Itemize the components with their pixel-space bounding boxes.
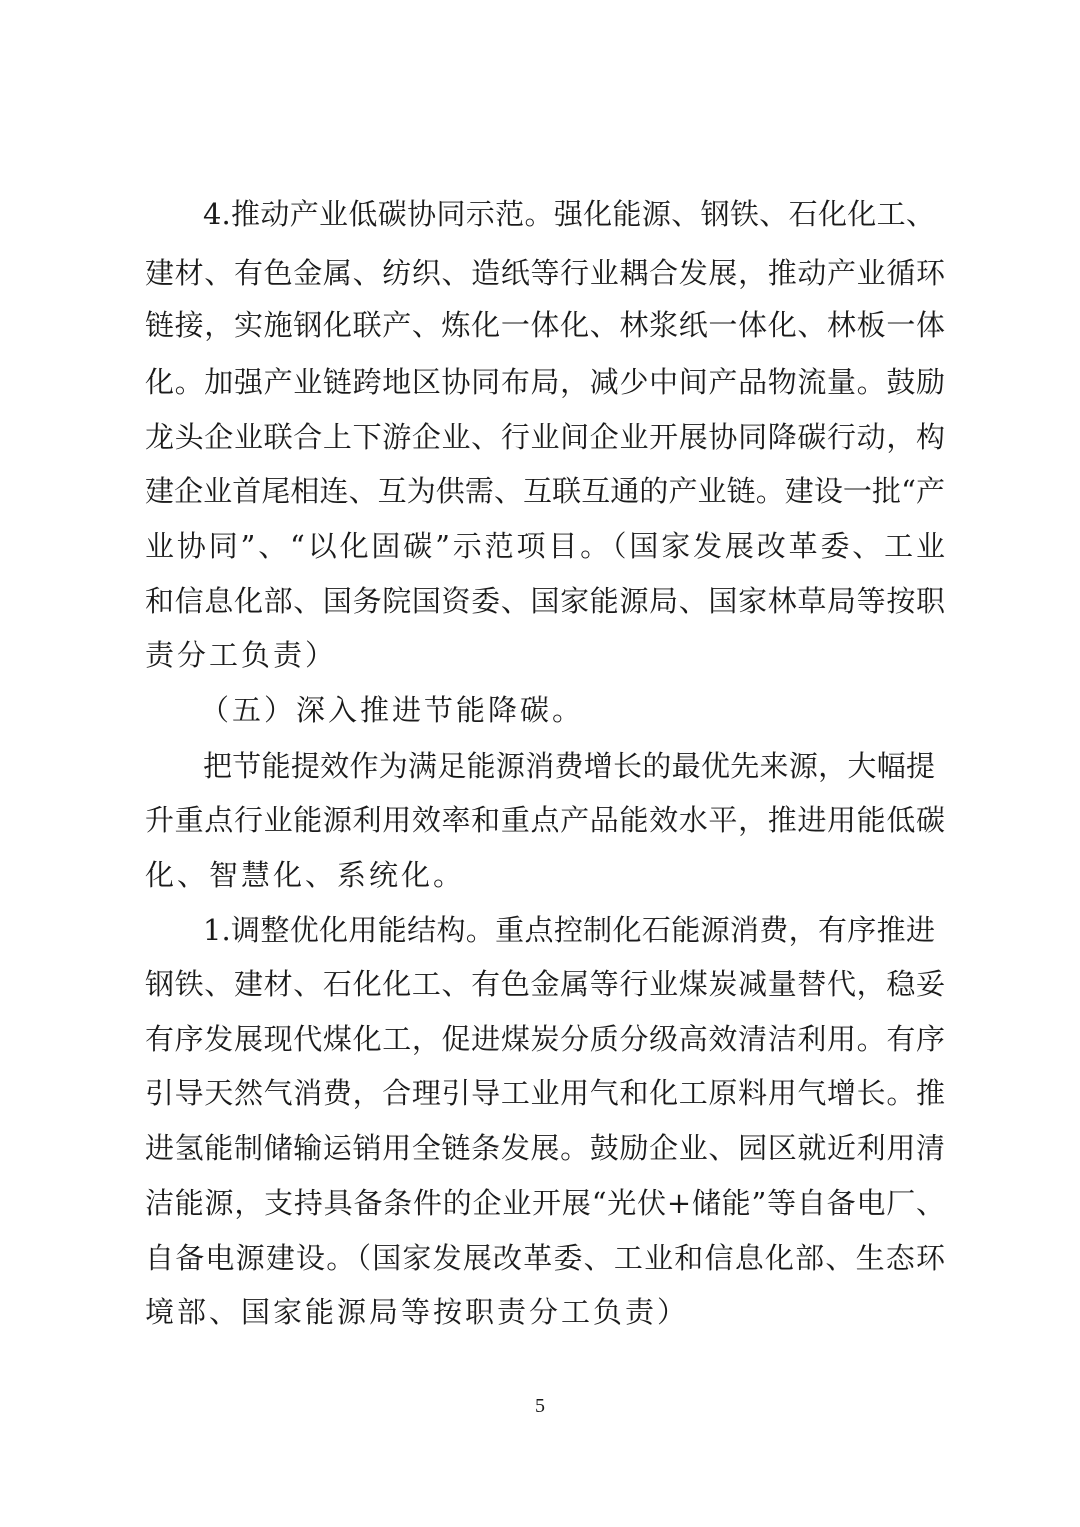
paragraph-line: 钢铁、建材、石化化工、有色金属等行业煤炭减量替代，稳妥 — [145, 967, 945, 1001]
paragraph-line: 化。加强产业链跨地区协同布局，减少中间产品物流量。鼓励 — [145, 365, 945, 399]
paragraph-line: 和信息化部、国务院国资委、国家能源局、国家林草局等按职 — [145, 584, 945, 618]
paragraph-line: 进氢能制储输运销用全链条发展。鼓励企业、园区就近利用清 — [145, 1131, 945, 1165]
paragraph-line: 建企业首尾相连、互为供需、互联互通的产业链。建设一批“产 — [145, 474, 945, 508]
paragraph-line: 4.推动产业低碳协同示范。强化能源、钢铁、石化化工、 — [203, 197, 935, 231]
paragraph-line: 引导天然气消费，合理引导工业用气和化工原料用气增长。推 — [145, 1076, 945, 1110]
paragraph-line: 1.调整优化用能结构。重点控制化石能源消费，有序推进 — [203, 913, 935, 947]
paragraph-line: 链接，实施钢化联产、炼化一体化、林浆纸一体化、林板一体 — [145, 308, 945, 342]
paragraph-line: 洁能源，支持具备条件的企业开展“光伏+储能”等自备电厂、 — [145, 1186, 945, 1220]
paragraph-line: 化、智慧化、系统化。 — [145, 858, 466, 892]
paragraph-line: 升重点行业能源利用效率和重点产品能效水平，推进用能低碳 — [145, 803, 945, 837]
paragraph-line: 有序发展现代煤化工，促进煤炭分质分级高效清洁利用。有序 — [145, 1022, 945, 1056]
paragraph-line: 把节能提效作为满足能源消费增长的最优先来源，大幅提 — [203, 749, 935, 783]
page-number: 5 — [535, 1395, 545, 1417]
paragraph-line: 龙头企业联合上下游企业、行业间企业开展协同降碳行动，构 — [145, 420, 945, 454]
paragraph-line: 自备电源建设。（国家发展改革委、工业和信息化部、生态环 — [145, 1241, 945, 1275]
section-heading: （五）深入推进节能降碳。 — [200, 693, 585, 727]
paragraph-line: 业协同”、“以化固碳”示范项目。（国家发展改革委、工业 — [145, 529, 945, 563]
paragraph-line: 境部、国家能源局等按职责分工负责） — [145, 1295, 690, 1329]
paragraph-line: 责分工负责） — [145, 638, 338, 672]
paragraph-line: 建材、有色金属、纺织、造纸等行业耦合发展，推动产业循环 — [145, 256, 945, 290]
